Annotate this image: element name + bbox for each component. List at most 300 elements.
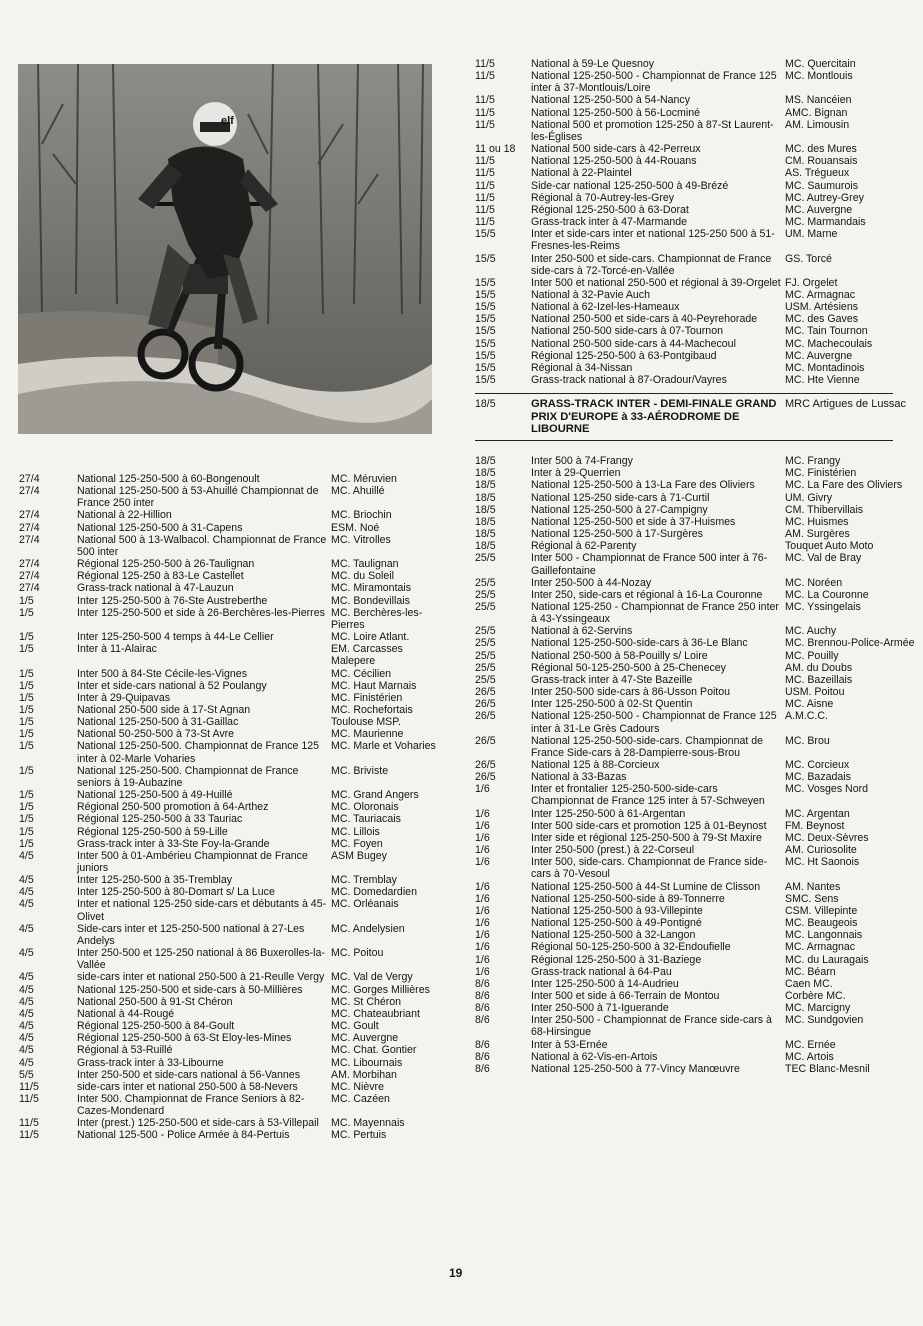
event-description: Régional 125-250-500 à 33 Tauriac: [77, 813, 243, 826]
event-description: National 125-250-500 et side-cars à 50-Millières: [77, 983, 303, 996]
event-row: [475, 990, 915, 1002]
event-row: [475, 94, 915, 106]
event-club: MC. Aisne: [785, 698, 834, 711]
event-club: MC. Ernée: [785, 1038, 836, 1051]
event-date: 1/6: [475, 856, 490, 869]
event-club: Touquet Auto Moto: [785, 540, 874, 553]
event-date: 8/6: [475, 1014, 490, 1027]
event-description: Inter 125-250-500 à 02-St Quentin: [531, 698, 693, 711]
event-description: National 125-250-500 à 93-Villepinte: [531, 904, 703, 917]
event-description: National 125-250-500-side à 89-Tonnerre: [531, 892, 725, 905]
event-description: National 125-250-500 à 60-Bongenoult: [77, 473, 260, 485]
event-date: 18/5: [475, 515, 496, 528]
event-club: MC. Noréen: [785, 576, 843, 589]
event-description: National 500 à 13-Walbacol. Championnat de France 500 inter: [77, 533, 327, 558]
event-date: 1/6: [475, 783, 490, 796]
event-description: National 250-500 side-cars à 07-Tournon: [531, 325, 723, 338]
event-description: National 250-500 et side-cars à 40-Peyrehorade: [531, 313, 758, 326]
event-date: 1/5: [19, 801, 34, 814]
event-description: National 125-250-500 et side à 37-Huismes: [531, 515, 736, 528]
event-date: 1/5: [19, 789, 34, 802]
event-row: [475, 856, 915, 880]
event-description: Inter 125-250-500 4 temps à 44-Le Cellier: [77, 631, 274, 644]
event-description: Side-car national 125-250-500 à 49-Brézé: [531, 179, 729, 192]
event-description: National 125-250-500-side-cars. Championnat de France Side-cars à 28-Dampierre-sous-Brou: [531, 734, 764, 759]
event-description: National 125-250-500 à 44-Rouans: [531, 155, 697, 168]
event-row: [475, 216, 915, 228]
event-date: 1/6: [475, 831, 490, 844]
event-description: Inter à 53-Ernée: [531, 1038, 608, 1051]
event-club: MC. Tain Tournon: [785, 325, 868, 338]
event-club: MC. Berchères-les-Pierres: [331, 606, 423, 631]
svg-text:elf: elf: [221, 115, 234, 127]
event-description: Régional 125-250 à 83-Le Castellet: [77, 570, 244, 583]
event-club: AM. Nantes: [785, 880, 841, 893]
event-description: Régional à 70-Autrey-les-Grey: [531, 191, 675, 204]
event-row: [475, 674, 915, 686]
section-divider: [475, 393, 893, 394]
event-date: 26/5: [475, 686, 496, 699]
event-club: AM. Surgères: [785, 528, 850, 541]
event-row: [19, 789, 439, 801]
event-row: [19, 898, 439, 922]
event-date: 25/5: [475, 661, 496, 674]
event-row: [475, 929, 915, 941]
event-description: Régional 125-250-500 à 63-Dorat: [531, 203, 689, 216]
event-description: Inter 125-250-500 à 76-Ste Austreberthe: [77, 594, 268, 607]
event-club: MC. La Fare des Oliviers: [785, 479, 903, 492]
event-date: 1/5: [19, 740, 34, 753]
event-description: Inter 250-500 side-cars à 86-Usson Poitou: [531, 686, 731, 699]
event-club: MC. Ahuillé: [331, 485, 385, 498]
event-description: National 250-500 side-cars à 44-Machecoul: [531, 337, 736, 350]
event-description: Inter 500 à 74-Frangy: [531, 455, 633, 468]
event-date: 26/5: [475, 771, 496, 784]
event-row: [475, 504, 915, 516]
event-club: MC. Montadinois: [785, 361, 865, 374]
event-row: [475, 58, 915, 70]
event-date: 11/5: [475, 118, 495, 131]
schedule-right-column: [475, 58, 915, 1075]
event-row: [475, 662, 915, 674]
event-description: Régional 125-250-500 à 63-Pontgibaud: [531, 349, 717, 362]
event-date: 4/5: [19, 1007, 34, 1020]
event-date: 25/5: [475, 600, 496, 613]
event-description: side-cars inter et national 250-500 à 21-Reulle Vergy: [77, 971, 325, 984]
event-description: Régional à 62-Parenty: [531, 540, 637, 553]
event-description: National 125-250 - Championnat de France 250 inter à 43-Yssingeaux: [531, 600, 779, 626]
event-row: [475, 832, 915, 844]
event-description: Inter 500 à 84-Ste Cécile-les-Vignes: [77, 667, 247, 680]
event-row: [19, 923, 439, 947]
event-club: FJ. Orgelet: [785, 276, 838, 289]
event-date: 1/5: [19, 606, 34, 619]
event-row: [19, 595, 439, 607]
event-description: National à 22-Hillion: [77, 509, 172, 522]
event-club: MC. Orléanais: [331, 898, 399, 911]
event-club: Toulouse MSP.: [331, 716, 401, 729]
event-description: Grass-track national à 87-Oradour/Vayres: [531, 374, 727, 387]
event-club: MC. Haut Marnais: [331, 679, 417, 692]
event-row: [19, 570, 439, 582]
event-description: National 125-250-500 à 54-Nancy: [531, 94, 691, 107]
event-description: National 125-250-500 - Championnat de France 125 inter à 31-Le Grès Cadours: [531, 710, 777, 735]
featured-event: [475, 398, 915, 435]
event-row: [475, 516, 915, 528]
event-description: Régional 50-125-250-500 à 25-Chenecey: [531, 661, 726, 674]
event-date: 18/5: [475, 467, 496, 480]
event-date: 27/4: [19, 570, 40, 583]
event-date: 4/5: [19, 886, 34, 899]
event-club: MC. Grand Angers: [331, 789, 419, 802]
event-date: 1/6: [475, 941, 490, 954]
event-date: 1/5: [19, 643, 34, 656]
event-club: MC. Langonnais: [785, 929, 863, 942]
event-description: Inter 250-500 et side-cars. Championnat de France side-cars à 72-Torcé-en-Vallée: [531, 252, 772, 277]
event-club: MC. Auvergne: [785, 203, 853, 216]
event-row: [475, 180, 915, 192]
event-description: Grass-track inter à 47-Ste Bazeille: [531, 673, 693, 686]
event-date: 18/5: [475, 528, 496, 541]
event-row: [19, 582, 439, 594]
event-club: MC. Maurienne: [331, 728, 404, 741]
event-date: 18/5: [475, 540, 496, 553]
event-description: Inter side et régional 125-250-500 à 79-St Maxire: [531, 831, 762, 844]
event-row: [19, 631, 439, 643]
event-club: MC. Saumurois: [785, 179, 858, 192]
event-row: [475, 167, 915, 179]
event-club: MC. Gorges Millières: [331, 983, 430, 996]
event-date: 25/5: [475, 637, 496, 650]
event-description: Inter 250-500 et side-cars national à 56-Vannes: [77, 1068, 301, 1081]
event-club: MC. Pouilly: [785, 649, 839, 662]
event-date: 25/5: [475, 649, 496, 662]
event-row: [19, 534, 439, 558]
event-date: 11/5: [19, 1080, 39, 1093]
event-description: National 50-250-500 à 73-St Avre: [77, 728, 235, 741]
event-row: [475, 820, 915, 832]
event-date: 4/5: [19, 983, 34, 996]
event-description: National 250-500 à 58-Pouilly s/ Loire: [531, 649, 708, 662]
event-description: Inter 250, side-cars et régional à 16-La Couronne: [531, 588, 763, 601]
event-row: [475, 783, 915, 807]
event-description: Inter à 29-Quipavas: [77, 691, 171, 704]
event-date: 1/5: [19, 631, 34, 644]
event-date: 1/6: [475, 844, 490, 857]
event-date: 15/5: [475, 313, 496, 326]
event-club: MC. Loire Atlant.: [331, 631, 410, 644]
event-club: MC. Auchy: [785, 625, 837, 638]
event-description: Régional 125-250-500 à 31-Baziege: [531, 953, 702, 966]
event-description: Grass-track inter à 33-Ste Foy-la-Grande: [77, 837, 270, 850]
event-date: 15/5: [475, 374, 496, 387]
event-date: 11/5: [19, 1092, 39, 1105]
event-row: [19, 813, 439, 825]
event-row: [475, 1051, 915, 1063]
event-club: MC. Lillois: [331, 825, 380, 838]
event-date: 4/5: [19, 947, 34, 960]
event-club: MC. Val de Bray: [785, 552, 862, 565]
event-club: MC. Nièvre: [331, 1080, 384, 1093]
event-date: 1/5: [19, 667, 34, 680]
event-club: MC. Marle et Voharies: [331, 740, 436, 753]
event-club: MC. Finistérien: [785, 467, 857, 480]
event-description: National 125-250-500 à 53-Ahuillé Championnat de France 250 inter: [77, 485, 319, 510]
event-description: National 125-500 - Police Armée à 84-Pertuis: [77, 1129, 290, 1142]
event-description: National à 59-Le Quesnoy: [531, 58, 655, 70]
event-description: Inter et frontalier 125-250-500-side-cars Championnat de France 125 inter à 57-Schweyen: [531, 783, 765, 808]
event-club: CM. Thibervillais: [785, 503, 864, 516]
event-row: [475, 893, 915, 905]
event-description: Régional 50-125-250-500 à 32-Endoufielle: [531, 941, 731, 954]
event-club: MC. Domedardien: [331, 886, 417, 899]
event-row: [19, 1020, 439, 1032]
event-description: Inter 500 et side à 66-Terrain de Montou: [531, 989, 720, 1002]
event-description: National 250-500 à 91-St Chéron: [77, 995, 233, 1008]
event-date: 15/5: [475, 337, 496, 350]
event-club: MC. Béarn: [785, 965, 836, 978]
event-description: Inter à 11-Alairac: [77, 643, 157, 656]
event-club: CSM. Villepinte: [785, 904, 858, 917]
event-row: [475, 289, 915, 301]
event-description: Inter 125-250-500 à 80-Domart s/ La Luce: [77, 886, 275, 899]
event-row: [19, 874, 439, 886]
event-row: [19, 509, 439, 521]
event-description: National 250-500 side à 17-St Agnan: [77, 703, 251, 716]
event-club: MC. Finistérien: [331, 691, 403, 704]
event-club: MC. Armagnac: [785, 941, 856, 954]
event-description: National 125-250-500. Championnat de France seniors à 19-Aubazine: [77, 764, 299, 789]
event-row: [19, 1044, 439, 1056]
event-date: 1/5: [19, 728, 34, 741]
event-description: National à 22-Plaintel: [531, 167, 632, 180]
event-description: Inter 500. Championnat de France Seniors à 82-Cazes-Mondenard: [77, 1092, 305, 1118]
event-row: [19, 801, 439, 813]
event-club: MC. Yssingelais: [785, 600, 861, 613]
event-row: [19, 668, 439, 680]
event-club: MC. du Lauragais: [785, 953, 869, 966]
event-club: MC. Poitou: [331, 947, 384, 960]
event-row: [475, 686, 915, 698]
event-description: Side-cars inter et 125-250-500 national à 27-Les Andelys: [77, 922, 305, 947]
event-row: [475, 941, 915, 953]
event-date: 1/6: [475, 807, 490, 820]
event-date: 25/5: [475, 588, 496, 601]
schedule-left-column: [19, 473, 439, 1142]
event-date: 1/6: [475, 892, 490, 905]
event-club: MC. Montlouis: [785, 70, 853, 83]
event-description: National 125-250-500 à 49-Huillé: [77, 789, 233, 802]
event-club: AM. Limousin: [785, 118, 850, 131]
event-club: MC. Bazadais: [785, 771, 851, 784]
event-date: 26/5: [475, 734, 496, 747]
event-row: [19, 704, 439, 716]
event-row: [475, 467, 915, 479]
event-row: [475, 228, 915, 252]
event-description: National à 62-Izel-les-Hameaux: [531, 301, 680, 314]
event-club: AS. Trégueux: [785, 167, 850, 180]
event-description: Inter 125-250-500 et side à 26-Berchères-les-Pierres: [77, 606, 325, 619]
event-date: 11/5: [475, 203, 495, 216]
event-club: MC. Mayennais: [331, 1117, 405, 1130]
event-club: MC. Pertuis: [331, 1129, 387, 1142]
event-row: [19, 1081, 439, 1093]
event-club: MC. Oloronais: [331, 801, 399, 814]
event-row: [475, 808, 915, 820]
event-row: [475, 917, 915, 929]
event-description: Régional à 53-Ruillé: [77, 1044, 173, 1057]
event-description: National 125-250-500 à 32-Langon: [531, 929, 696, 942]
event-date: 11/5: [475, 58, 495, 70]
event-description: National 125-250-500 à 56-Locminé: [531, 106, 701, 119]
event-club: AM. du Doubs: [785, 661, 853, 674]
event-date: 8/6: [475, 1038, 490, 1051]
event-row: [19, 522, 439, 534]
event-row: [475, 759, 915, 771]
event-row: [475, 577, 915, 589]
event-description: Grass-track national à 64-Pau: [531, 965, 672, 978]
event-description: National 125-250-500 à 31-Capens: [77, 521, 243, 534]
event-description: National 125-250-500 à 13-La Fare des Oliviers: [531, 479, 755, 492]
event-row: [475, 978, 915, 990]
event-date: 1/5: [19, 703, 34, 716]
event-description: National 125-250-500 à 44-St Lumine de Clisson: [531, 880, 761, 893]
event-description: Inter 500 side-cars et promotion 125 à 01-Beynost: [531, 819, 767, 832]
event-date: 4/5: [19, 971, 34, 984]
event-club: EM. Carcasses Malepere: [331, 643, 403, 668]
event-date: 26/5: [475, 698, 496, 711]
event-description: National 500 side-cars à 42-Perreux: [531, 143, 701, 156]
event-club: MC. Sundgovien: [785, 1014, 864, 1027]
event-description: Inter 250-500 à 71-Iguerande: [531, 1002, 669, 1015]
event-row: [19, 838, 439, 850]
event-row: [475, 881, 915, 893]
event-description: National 125-250-500 à 17-Surgères: [531, 528, 703, 541]
event-club: MC. Argentan: [785, 807, 850, 820]
event-description: National 125-250 side-cars à 71-Curtil: [531, 491, 710, 504]
event-date: 1/6: [475, 965, 490, 978]
event-club: MC. Frangy: [785, 455, 841, 468]
event-club: MC. Chat. Gontier: [331, 1044, 417, 1057]
event-row: [475, 119, 915, 143]
event-club: MC. Autrey-Grey: [785, 191, 864, 204]
event-date: 11/5: [475, 94, 495, 107]
event-club: MC. Miramontais: [331, 582, 412, 595]
event-club: MS. Nancéien: [785, 94, 852, 107]
event-description: Régional 125-250-500 à 84-Goult: [77, 1020, 235, 1033]
event-row: [475, 710, 915, 734]
event-row: [19, 716, 439, 728]
event-date: 1/6: [475, 917, 490, 930]
event-date: 15/5: [475, 276, 496, 289]
event-club: AMC. Bignan: [785, 106, 848, 119]
event-date: 15/5: [475, 361, 496, 374]
event-row: [475, 637, 915, 649]
event-description: Régional 125-250-500 à 59-Lille: [77, 825, 228, 838]
event-club: MC. Marmandais: [785, 216, 866, 229]
event-row: [475, 204, 915, 216]
event-club: MC. Rochefortais: [331, 703, 413, 716]
event-date: 18/5: [475, 398, 496, 411]
event-row: [475, 601, 915, 625]
event-row: [475, 155, 915, 167]
event-club: MC. Artois: [785, 1050, 834, 1063]
event-description: Inter à 29-Querrien: [531, 467, 621, 480]
event-club: MC. Hte Vienne: [785, 374, 860, 387]
event-date: 1/5: [19, 764, 34, 777]
event-row: [475, 905, 915, 917]
event-row: [475, 698, 915, 710]
event-date: 8/6: [475, 1062, 490, 1075]
event-club: USM. Artésiens: [785, 301, 859, 314]
event-row: [19, 607, 439, 631]
event-row: [475, 325, 915, 337]
event-club: MC. Taulignan: [331, 558, 399, 571]
event-date: 27/4: [19, 582, 40, 595]
event-date: 8/6: [475, 977, 490, 990]
event-description: Régional 250-500 promotion à 64-Arthez: [77, 801, 269, 814]
event-date: 27/4: [19, 521, 40, 534]
event-row: [19, 692, 439, 704]
event-row: [475, 70, 915, 94]
event-row: [475, 650, 915, 662]
event-description: National 125-250-500 à 77-Vincy Manœuvre: [531, 1062, 740, 1075]
event-description: Inter 500 - Championnat de France 500 inter à 76-Gaillefontaine: [531, 552, 768, 577]
event-date: 26/5: [475, 759, 496, 772]
event-date: 27/4: [19, 485, 40, 498]
event-date: 11/5: [475, 106, 495, 119]
event-row: [475, 374, 915, 386]
event-club: MC. du Soleil: [331, 570, 394, 583]
event-description: Inter 500 et national 250-500 et régional à 39-Orgelet: [531, 276, 781, 289]
event-date: 5/5: [19, 1068, 34, 1081]
event-date: 4/5: [19, 874, 34, 887]
event-row: [475, 735, 915, 759]
event-row: [475, 313, 915, 325]
event-club: FM. Beynost: [785, 819, 845, 832]
event-row: [19, 996, 439, 1008]
event-row: [19, 850, 439, 874]
event-description: Régional à 34-Nissan: [531, 361, 633, 374]
event-description: Inter 250-500 (prest.) à 22-Corseul: [531, 844, 695, 857]
event-club: MC. Val de Vergy: [331, 971, 413, 984]
event-date: 11/5: [475, 167, 495, 180]
event-date: 1/5: [19, 594, 34, 607]
event-row: [475, 492, 915, 504]
event-club: MC. Brennou-Police-Armée: [785, 637, 915, 650]
event-row: [19, 643, 439, 667]
event-club: UM. Marne: [785, 228, 838, 241]
event-club: MC. Armagnac: [785, 288, 856, 301]
event-row: [475, 479, 915, 491]
event-date: 11/5: [475, 216, 495, 229]
event-club: MC. Bazeillais: [785, 673, 853, 686]
event-row: [19, 473, 439, 485]
event-date: 4/5: [19, 898, 34, 911]
event-club: AM. Morbihan: [331, 1068, 397, 1081]
event-date: 27/4: [19, 473, 40, 485]
event-club: USM. Poitou: [785, 686, 845, 699]
event-row: [475, 552, 915, 576]
event-club: MC. Beaugeois: [785, 917, 858, 930]
event-description: National 125-250-500 à 27-Campigny: [531, 503, 708, 516]
event-date: 15/5: [475, 349, 496, 362]
event-club: CM. Rouansais: [785, 155, 858, 168]
event-club: MC. Cazéen: [331, 1092, 390, 1105]
event-club: ESM. Noé: [331, 521, 380, 534]
event-club: MC. Foyen: [331, 837, 383, 850]
event-row: [19, 680, 439, 692]
